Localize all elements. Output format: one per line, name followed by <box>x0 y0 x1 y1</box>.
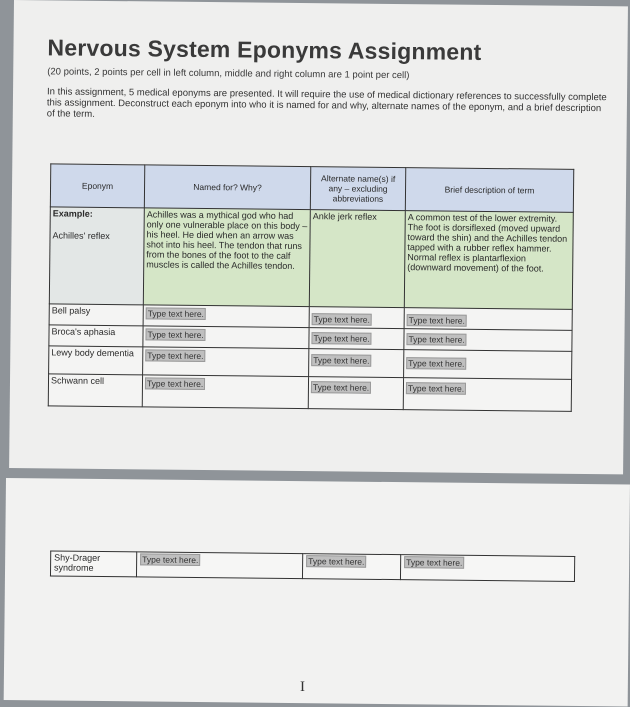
description-cell[interactable] <box>400 555 574 582</box>
document-page-1 <box>9 0 628 474</box>
text-placeholder[interactable]: Type text here. <box>312 313 372 326</box>
eponym-cell: Bell palsy <box>49 304 143 326</box>
eponym-cell: Lewy body dementia <box>49 346 143 375</box>
example-eponym: Achilles' reflex <box>52 230 110 242</box>
example-named-for: Achilles was a mythical god who had only one vulnerable place on this body – his heel. He died when an arrow was shot into his heel. The tendon that runs from the bones of the foot to the calf muscles is called the Achilles tendon. <box>143 208 310 307</box>
header-alternate-names: Alternate name(s) if any – excluding abbreviations <box>310 167 405 211</box>
named-for-cell[interactable] <box>143 347 309 377</box>
example-row <box>49 207 573 309</box>
alternate-cell[interactable] <box>309 328 404 350</box>
text-placeholder[interactable]: Type text here. <box>407 314 467 327</box>
text-placeholder[interactable]: Type text here. <box>311 332 371 345</box>
alternate-cell[interactable] <box>309 349 404 378</box>
eponyms-table-continued <box>50 550 575 581</box>
example-eponym-cell <box>49 207 144 305</box>
description-cell[interactable] <box>404 329 572 352</box>
header-description: Brief description of term <box>405 168 573 213</box>
text-placeholder[interactable]: Type text here. <box>404 556 464 569</box>
alternate-cell[interactable] <box>309 307 404 329</box>
text-placeholder[interactable]: Type text here. <box>406 333 466 346</box>
text-placeholder[interactable]: Type text here. <box>311 381 371 394</box>
description-cell[interactable] <box>404 350 572 380</box>
points-note: (20 points, 2 points per cell in left column, middle and right column are 1 point per cell) <box>47 66 410 82</box>
eponym-cell: Schwann cell <box>48 374 142 407</box>
text-placeholder[interactable]: Type text here. <box>140 553 200 566</box>
table-row <box>48 374 571 411</box>
page-title: Nervous System Eponyms Assignment <box>47 34 482 65</box>
header-named-for: Named for? Why? <box>144 165 310 210</box>
text-placeholder[interactable]: Type text here. <box>406 357 466 370</box>
text-placeholder[interactable]: Type text here. <box>145 377 205 390</box>
text-placeholder[interactable]: Type text here. <box>406 382 466 395</box>
text-placeholder[interactable]: Type text here. <box>306 555 366 568</box>
alternate-cell[interactable] <box>308 377 403 410</box>
instructions-paragraph: In this assignment, 5 medical eponyms are presented. It will require the use of medical dictionary references to successfully complete this assignment. Deconstruct each eponym into who it is named for and why, alternate names of the eponym, and a brief description of the term. <box>46 86 607 120</box>
text-cursor-icon: I <box>300 679 305 695</box>
description-cell[interactable] <box>404 308 572 331</box>
text-placeholder[interactable]: Type text here. <box>145 349 205 362</box>
alternate-cell[interactable] <box>302 554 400 580</box>
example-alternate: Ankle jerk reflex <box>309 210 405 308</box>
example-description: A common test of the lower extremity. The foot is dorsiflexed (moved upward toward the shin) and the Achilles tendon tapped with a rubber reflex hammer. Normal reflex is plantarflexion (downward movement) of the foot. <box>404 211 573 310</box>
named-for-cell[interactable] <box>143 326 309 349</box>
text-placeholder[interactable]: Type text here. <box>145 328 205 341</box>
document-page-2 <box>4 478 630 707</box>
eponym-cell: Shy-Drager syndrome <box>50 551 136 577</box>
named-for-cell[interactable] <box>142 375 308 409</box>
header-eponym: Eponym <box>50 164 144 208</box>
description-cell[interactable] <box>403 378 571 412</box>
table-header-row <box>50 164 573 212</box>
named-for-cell[interactable] <box>143 305 309 328</box>
example-label: Example: <box>52 208 93 219</box>
table-row <box>50 551 574 581</box>
text-placeholder[interactable]: Type text here. <box>311 354 371 367</box>
eponym-cell: Broca's aphasia <box>49 325 143 347</box>
text-placeholder[interactable]: Type text here. <box>146 307 206 320</box>
eponyms-table <box>48 163 575 411</box>
named-for-cell[interactable] <box>136 552 302 579</box>
